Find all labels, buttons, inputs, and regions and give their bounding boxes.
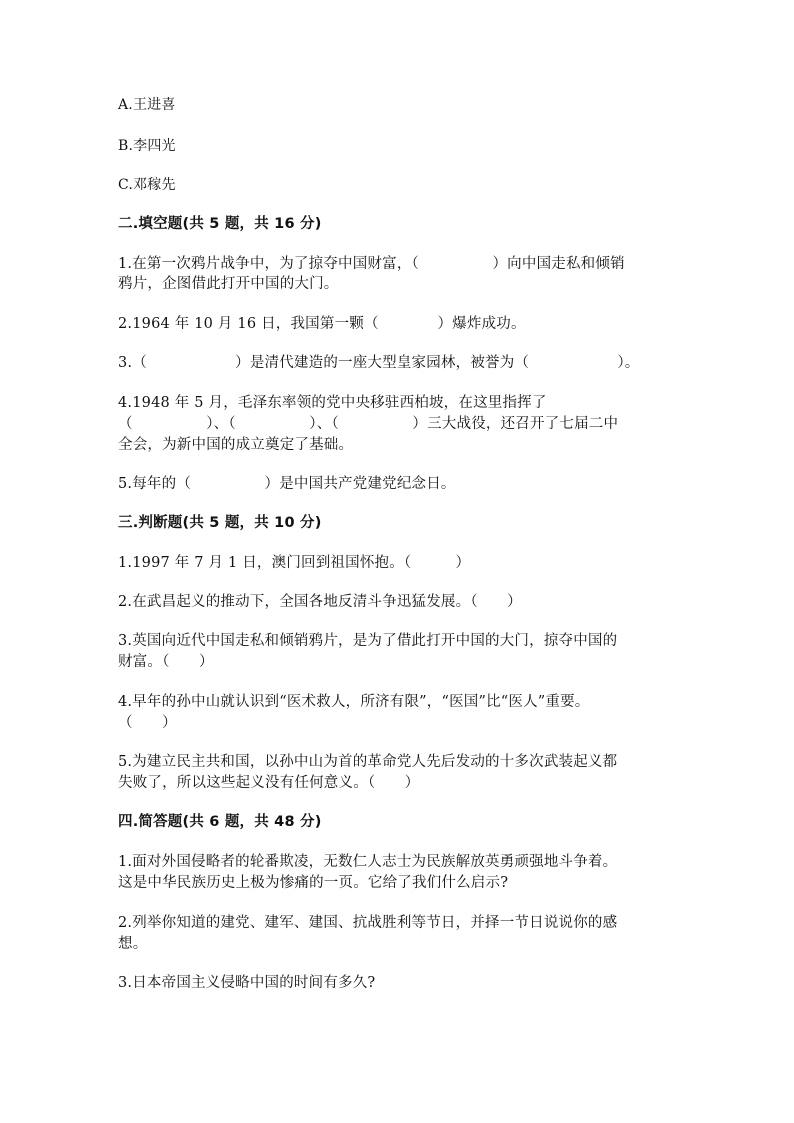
fill-q3-line1: 3.（ ）是清代建造的一座大型皇家园林，被誉为（ ）。 bbox=[118, 355, 640, 371]
fill-q1-line1: 1.在第一次鸦片战争中，为了掠夺中国财富，（ ）向中国走私和倾销 bbox=[118, 256, 625, 272]
fill-q1-line2: 鸦片，企图借此打开中国的大门。 bbox=[118, 276, 339, 292]
fill-q2-line1: 2.1964 年 10 月 16 日，我国第一颗（ ）爆炸成功。 bbox=[118, 316, 526, 332]
tf-q5-line2: 失败了，所以这些起义没有任何意义。（ ） bbox=[118, 775, 420, 791]
sa-q1-line2: 这是中华民族历史上极为惨痛的一页。它给了我们什么启示? bbox=[118, 875, 509, 891]
tf-q5-line1: 5.为建立民主共和国，以孙中山为首的革命党人先后发动的十多次武装起义都 bbox=[118, 754, 618, 770]
fill-q4-line3: 全会，为新中国的成立奠定了基础。 bbox=[118, 437, 354, 453]
fill-q4-line2: （ ）、（ ）、（ ）三大战役，还召开了七届二中 bbox=[118, 416, 619, 432]
fill-q5-line1: 5.每年的（ ）是中国共产党建党纪念日。 bbox=[118, 476, 456, 492]
tf-q3-line2: 财富。（ ） bbox=[118, 654, 214, 670]
fill-q4-line1: 4.1948 年 5 月，毛泽东率领的党中央移驻西柏坡，在这里指挥了 bbox=[118, 395, 547, 411]
tf-q4-line1: 4.早年的孙中山就认识到“医术救人，所济有限”，“医国”比“医人”重要。 bbox=[118, 694, 590, 710]
section-heading-true-false: 三.判断题(共 5 题，共 10 分) bbox=[118, 515, 322, 531]
section-heading-short-answer: 四.简答题(共 6 题，共 48 分) bbox=[118, 814, 322, 830]
option-b: B.李四光 bbox=[118, 138, 176, 154]
sa-q3-line1: 3.日本帝国主义侵略中国的时间有多久? bbox=[118, 975, 376, 991]
option-c: C.邓稼先 bbox=[118, 177, 176, 193]
tf-q2-line1: 2.在武昌起义的推动下，全国各地反清斗争迅猛发展。（ ） bbox=[118, 594, 522, 610]
sa-q2-line1: 2.列举你知道的建党、建军、建国、抗战胜利等节日，并择一节日说说你的感 bbox=[118, 915, 618, 931]
option-a: A.王进喜 bbox=[118, 97, 176, 113]
sa-q2-line2: 想。 bbox=[118, 936, 148, 952]
tf-q3-line1: 3.英国向近代中国走私和倾销鸦片，是为了借此打开中国的大门，掠夺中国的 bbox=[118, 633, 618, 649]
tf-q4-line2: （ ） bbox=[118, 715, 177, 731]
section-heading-fill-blank: 二.填空题(共 5 题，共 16 分) bbox=[118, 216, 322, 232]
sa-q1-line1: 1.面对外国侵略者的轮番欺凌，无数仁人志士为民族解放英勇顽强地斗争着。 bbox=[118, 854, 618, 870]
tf-q1-line1: 1.1997 年 7 月 1 日，澳门回到祖国怀抱。（ ） bbox=[118, 555, 471, 571]
